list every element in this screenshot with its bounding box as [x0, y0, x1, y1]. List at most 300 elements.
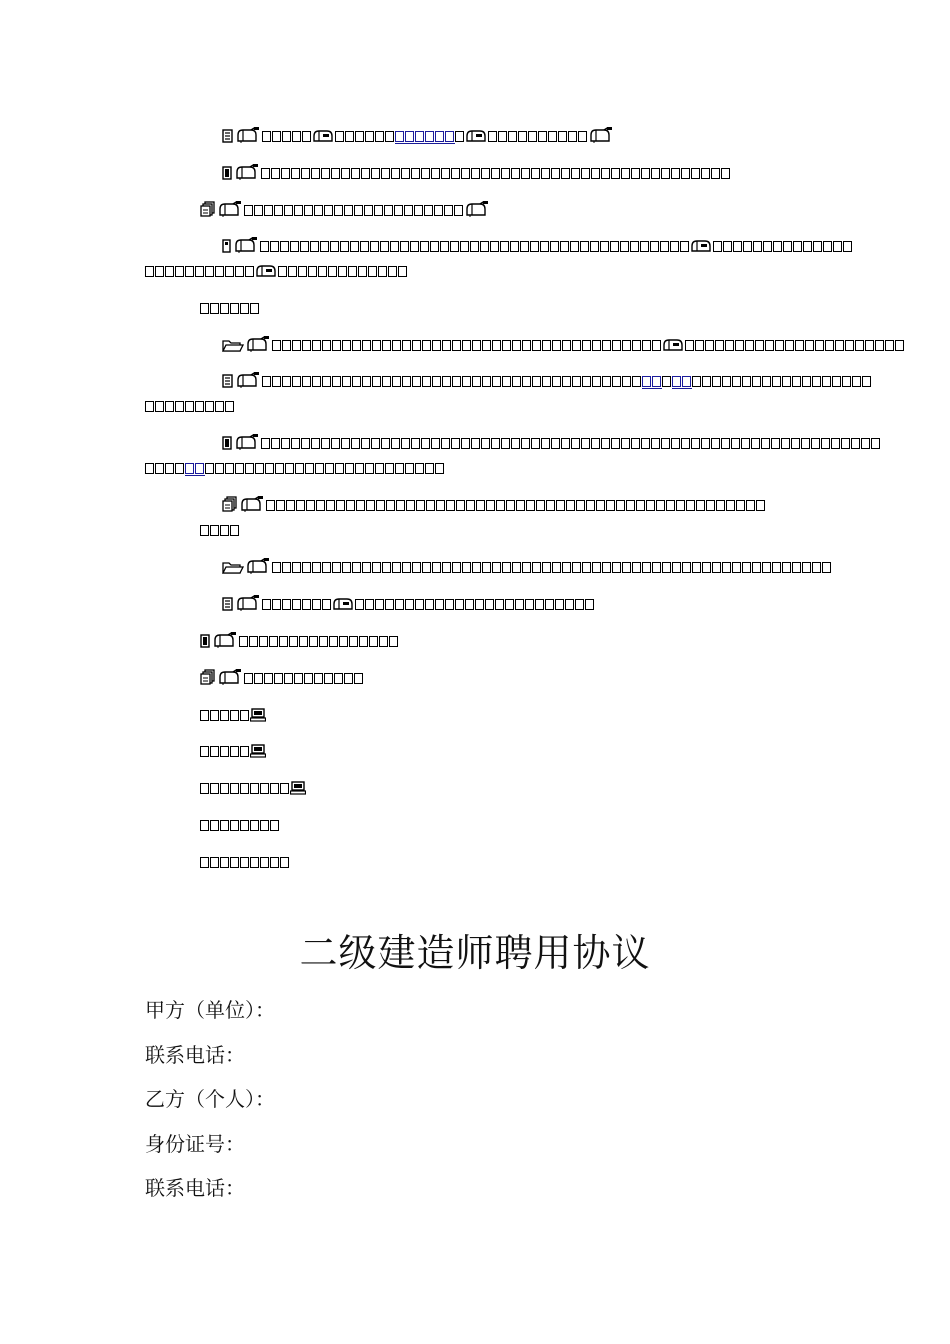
mailbox-closed-icon — [255, 264, 277, 278]
missing-glyph-box — [441, 438, 450, 449]
garbled-line — [222, 164, 731, 182]
doc-list-icon — [222, 166, 233, 180]
missing-glyph-box — [220, 857, 229, 868]
missing-glyph-box — [312, 340, 321, 351]
missing-glyph-box — [332, 340, 341, 351]
missing-glyph-box — [415, 131, 424, 142]
missing-glyph-box — [269, 636, 278, 647]
missing-glyph-box — [815, 340, 824, 351]
missing-glyph-box — [271, 438, 280, 449]
missing-glyph-box — [692, 376, 701, 387]
missing-glyph-box — [351, 168, 360, 179]
missing-glyph-box — [532, 376, 541, 387]
hyperlink[interactable] — [395, 129, 455, 144]
missing-glyph-box — [612, 340, 621, 351]
missing-glyph-box — [701, 438, 710, 449]
missing-glyph-box — [420, 241, 429, 252]
missing-glyph-box — [661, 168, 670, 179]
missing-glyph-box — [415, 463, 424, 474]
missing-glyph-box — [220, 710, 229, 721]
missing-glyph-box — [165, 266, 174, 277]
missing-glyph-box — [292, 376, 301, 387]
missing-glyph-box — [262, 131, 271, 142]
missing-glyph-box — [352, 376, 361, 387]
missing-glyph-box — [220, 303, 229, 314]
missing-glyph-box — [365, 463, 374, 474]
missing-glyph-box — [260, 857, 269, 868]
missing-glyph-box — [342, 340, 351, 351]
missing-glyph-box — [279, 636, 288, 647]
mailbox-open-icon — [245, 336, 271, 352]
missing-glyph-box — [620, 241, 629, 252]
missing-glyph-box — [240, 857, 249, 868]
missing-glyph-box — [485, 599, 494, 610]
missing-glyph-box — [359, 636, 368, 647]
missing-glyph-box — [572, 340, 581, 351]
missing-glyph-box — [596, 500, 605, 511]
missing-glyph-box — [302, 376, 311, 387]
missing-glyph-box — [775, 340, 784, 351]
hyperlink[interactable] — [185, 461, 205, 476]
missing-glyph-box — [230, 746, 239, 757]
garbled-line — [200, 779, 307, 797]
missing-glyph-box — [235, 463, 244, 474]
missing-glyph-box — [501, 438, 510, 449]
missing-glyph-box — [310, 241, 319, 252]
missing-glyph-box — [802, 376, 811, 387]
party-a-phone-field: 联系电话： — [145, 1043, 245, 1067]
missing-glyph-box — [735, 340, 744, 351]
missing-glyph-box — [372, 562, 381, 573]
garbled-line — [145, 459, 445, 477]
missing-glyph-box — [349, 636, 358, 647]
missing-glyph-box — [572, 376, 581, 387]
missing-glyph-box — [265, 463, 274, 474]
missing-glyph-box — [250, 303, 259, 314]
missing-glyph-box — [280, 857, 289, 868]
missing-glyph-box — [200, 303, 209, 314]
missing-glyph-box — [336, 500, 345, 511]
garbled-line — [222, 336, 905, 354]
missing-glyph-box — [309, 636, 318, 647]
missing-glyph-box — [195, 401, 204, 412]
missing-glyph-box — [616, 500, 625, 511]
missing-glyph-box — [355, 463, 364, 474]
missing-glyph-box — [472, 340, 481, 351]
missing-glyph-box — [322, 340, 331, 351]
missing-glyph-box — [286, 500, 295, 511]
missing-glyph-box — [500, 241, 509, 252]
missing-glyph-box — [512, 562, 521, 573]
missing-glyph-box — [210, 710, 219, 721]
missing-glyph-box — [425, 599, 434, 610]
missing-glyph-box — [415, 599, 424, 610]
missing-glyph-box — [571, 438, 580, 449]
missing-glyph-box — [441, 168, 450, 179]
missing-glyph-box — [451, 438, 460, 449]
missing-glyph-box — [536, 500, 545, 511]
missing-glyph-box — [782, 562, 791, 573]
missing-glyph-box — [773, 241, 782, 252]
missing-glyph-box — [355, 599, 364, 610]
missing-glyph-box — [771, 438, 780, 449]
missing-glyph-box — [341, 168, 350, 179]
mailbox-open-icon — [235, 372, 261, 388]
missing-glyph-box — [294, 673, 303, 684]
missing-glyph-box — [282, 340, 291, 351]
missing-glyph-box — [372, 376, 381, 387]
document-title: 二级建造师聘用协议 — [299, 931, 651, 975]
missing-glyph-box — [743, 241, 752, 252]
missing-glyph-box — [791, 438, 800, 449]
missing-glyph-box — [376, 500, 385, 511]
missing-glyph-box — [531, 168, 540, 179]
missing-glyph-box — [390, 241, 399, 252]
missing-glyph-box — [316, 500, 325, 511]
missing-glyph-box — [652, 340, 661, 351]
missing-glyph-box — [432, 376, 441, 387]
missing-glyph-box — [752, 376, 761, 387]
missing-glyph-box — [482, 376, 491, 387]
missing-glyph-box — [528, 131, 537, 142]
missing-glyph-box — [354, 205, 363, 216]
missing-glyph-box — [662, 562, 671, 573]
missing-glyph-box — [542, 340, 551, 351]
mailbox-open-icon — [234, 164, 260, 180]
missing-glyph-box — [582, 562, 591, 573]
missing-glyph-box — [360, 241, 369, 252]
missing-glyph-box — [640, 241, 649, 252]
doc-list-icon — [200, 634, 211, 648]
doc-stack-icon — [222, 496, 238, 512]
missing-glyph-box — [451, 168, 460, 179]
missing-glyph-box — [701, 168, 710, 179]
missing-glyph-box — [488, 131, 497, 142]
missing-glyph-box — [378, 266, 387, 277]
missing-glyph-box — [632, 376, 641, 387]
missing-glyph-box — [421, 438, 430, 449]
missing-glyph-box — [411, 438, 420, 449]
mailbox-closed-icon — [332, 597, 354, 611]
missing-glyph-box — [266, 500, 275, 511]
missing-glyph-box — [650, 241, 659, 252]
missing-glyph-box — [396, 500, 405, 511]
missing-glyph-box — [240, 746, 249, 757]
missing-glyph-box — [215, 401, 224, 412]
missing-glyph-box — [686, 500, 695, 511]
mailbox-open-icon — [245, 558, 271, 574]
missing-glyph-box — [432, 562, 441, 573]
missing-glyph-box — [262, 599, 271, 610]
missing-glyph-box — [661, 438, 670, 449]
missing-glyph-box — [875, 340, 884, 351]
missing-glyph-box — [220, 525, 229, 536]
missing-glyph-box — [324, 673, 333, 684]
missing-glyph-box — [456, 500, 465, 511]
missing-glyph-box — [302, 599, 311, 610]
missing-glyph-box — [742, 562, 751, 573]
missing-glyph-box — [260, 783, 269, 794]
missing-glyph-box — [742, 376, 751, 387]
missing-glyph-box — [284, 673, 293, 684]
missing-glyph-box — [389, 636, 398, 647]
missing-glyph-box — [430, 241, 439, 252]
missing-glyph-box — [245, 463, 254, 474]
missing-glyph-box — [495, 599, 504, 610]
missing-glyph-box — [706, 500, 715, 511]
missing-glyph-box — [240, 820, 249, 831]
missing-glyph-box — [680, 241, 689, 252]
missing-glyph-box — [885, 340, 894, 351]
missing-glyph-box — [245, 266, 254, 277]
missing-glyph-box — [515, 599, 524, 610]
missing-glyph-box — [322, 562, 331, 573]
missing-glyph-box — [476, 500, 485, 511]
doc-stack-icon — [200, 669, 216, 685]
missing-glyph-box — [475, 599, 484, 610]
missing-glyph-box — [842, 376, 851, 387]
missing-glyph-box — [299, 636, 308, 647]
missing-glyph-box — [435, 463, 444, 474]
mailbox-open-icon — [217, 201, 243, 217]
missing-glyph-box — [446, 500, 455, 511]
missing-glyph-box — [481, 168, 490, 179]
missing-glyph-box — [753, 241, 762, 252]
missing-glyph-box — [865, 340, 874, 351]
missing-glyph-box — [562, 562, 571, 573]
missing-glyph-box — [165, 463, 174, 474]
missing-glyph-box — [601, 168, 610, 179]
missing-glyph-box — [516, 500, 525, 511]
missing-glyph-box — [321, 438, 330, 449]
missing-glyph-box — [282, 562, 291, 573]
mailbox-open-icon — [464, 201, 490, 217]
missing-glyph-box — [395, 599, 404, 610]
missing-glyph-box — [641, 168, 650, 179]
missing-glyph-box — [450, 241, 459, 252]
missing-glyph-box — [205, 463, 214, 474]
missing-glyph-box — [436, 500, 445, 511]
missing-glyph-box — [274, 205, 283, 216]
missing-glyph-box — [312, 562, 321, 573]
missing-glyph-box — [512, 376, 521, 387]
missing-glyph-box — [304, 205, 313, 216]
missing-glyph-box — [215, 266, 224, 277]
party-b-field: 乙方（个人）： — [145, 1087, 275, 1111]
missing-glyph-box — [255, 463, 264, 474]
missing-glyph-box — [314, 205, 323, 216]
missing-glyph-box — [225, 266, 234, 277]
missing-glyph-box — [435, 131, 444, 142]
missing-glyph-box — [319, 636, 328, 647]
missing-glyph-box — [581, 438, 590, 449]
missing-glyph-box — [391, 438, 400, 449]
missing-glyph-box — [542, 562, 551, 573]
missing-glyph-box — [382, 562, 391, 573]
missing-glyph-box — [855, 340, 864, 351]
missing-glyph-box — [272, 340, 281, 351]
missing-glyph-box — [841, 438, 850, 449]
missing-glyph-box — [400, 241, 409, 252]
missing-glyph-box — [200, 746, 209, 757]
missing-glyph-box — [541, 438, 550, 449]
garbled-line — [200, 816, 280, 834]
missing-glyph-box — [721, 438, 730, 449]
missing-glyph-box — [260, 241, 269, 252]
missing-glyph-box — [762, 562, 771, 573]
missing-glyph-box — [518, 131, 527, 142]
missing-glyph-box — [422, 562, 431, 573]
missing-glyph-box — [405, 131, 414, 142]
garbled-line — [200, 742, 267, 760]
missing-glyph-box — [502, 340, 511, 351]
missing-glyph-box — [200, 525, 209, 536]
missing-glyph-box — [342, 376, 351, 387]
missing-glyph-box — [496, 500, 505, 511]
missing-glyph-box — [792, 562, 801, 573]
missing-glyph-box — [540, 241, 549, 252]
missing-glyph-box — [281, 438, 290, 449]
missing-glyph-box — [571, 168, 580, 179]
missing-glyph-box — [392, 340, 401, 351]
hyperlink[interactable] — [672, 374, 692, 389]
missing-glyph-box — [342, 562, 351, 573]
missing-glyph-box — [324, 205, 333, 216]
missing-glyph-box — [195, 266, 204, 277]
missing-glyph-box — [362, 562, 371, 573]
missing-glyph-box — [270, 820, 279, 831]
missing-glyph-box — [666, 500, 675, 511]
missing-glyph-box — [225, 463, 234, 474]
missing-glyph-box — [318, 266, 327, 277]
missing-glyph-box — [562, 376, 571, 387]
missing-glyph-box — [250, 783, 259, 794]
garbled-line — [222, 237, 853, 255]
missing-glyph-box — [444, 205, 453, 216]
missing-glyph-box — [312, 376, 321, 387]
missing-glyph-box — [270, 783, 279, 794]
missing-glyph-box — [751, 438, 760, 449]
missing-glyph-box — [755, 340, 764, 351]
missing-glyph-box — [480, 241, 489, 252]
missing-glyph-box — [331, 438, 340, 449]
mailbox-closed-icon — [662, 338, 684, 352]
missing-glyph-box — [813, 241, 822, 252]
missing-glyph-box — [332, 562, 341, 573]
missing-glyph-box — [505, 599, 514, 610]
computer-icon — [290, 781, 306, 795]
missing-glyph-box — [272, 562, 281, 573]
missing-glyph-box — [280, 783, 289, 794]
missing-glyph-box — [721, 168, 730, 179]
missing-glyph-box — [531, 438, 540, 449]
missing-glyph-box — [289, 636, 298, 647]
missing-glyph-box — [761, 438, 770, 449]
missing-glyph-box — [302, 340, 311, 351]
missing-glyph-box — [606, 500, 615, 511]
missing-glyph-box — [200, 710, 209, 721]
missing-glyph-box — [239, 636, 248, 647]
missing-glyph-box — [356, 500, 365, 511]
missing-glyph-box — [362, 376, 371, 387]
missing-glyph-box — [322, 599, 331, 610]
missing-glyph-box — [632, 340, 641, 351]
missing-glyph-box — [470, 241, 479, 252]
missing-glyph-box — [435, 599, 444, 610]
mailbox-open-icon — [235, 595, 261, 611]
missing-glyph-box — [332, 376, 341, 387]
missing-glyph-box — [812, 562, 821, 573]
missing-glyph-box — [155, 463, 164, 474]
mailbox-open-icon — [212, 632, 238, 648]
missing-glyph-box — [348, 266, 357, 277]
missing-glyph-box — [558, 131, 567, 142]
missing-glyph-box — [462, 340, 471, 351]
missing-glyph-box — [175, 463, 184, 474]
missing-glyph-box — [631, 168, 640, 179]
missing-glyph-box — [361, 438, 370, 449]
missing-glyph-box — [384, 205, 393, 216]
missing-glyph-box — [711, 438, 720, 449]
missing-glyph-box — [581, 168, 590, 179]
missing-glyph-box — [472, 562, 481, 573]
missing-glyph-box — [185, 463, 194, 474]
missing-glyph-box — [895, 340, 904, 351]
missing-glyph-box — [261, 168, 270, 179]
missing-glyph-box — [372, 340, 381, 351]
missing-glyph-box — [656, 500, 665, 511]
garbled-line — [200, 299, 260, 317]
missing-glyph-box — [398, 266, 407, 277]
missing-glyph-box — [305, 463, 314, 474]
missing-glyph-box — [205, 401, 214, 412]
missing-glyph-box — [736, 500, 745, 511]
missing-glyph-box — [491, 438, 500, 449]
doc-lines-icon — [222, 597, 234, 611]
hyperlink[interactable] — [642, 374, 662, 389]
missing-glyph-box — [592, 562, 601, 573]
mailbox-open-icon — [234, 434, 260, 450]
missing-glyph-box — [392, 562, 401, 573]
missing-glyph-box — [272, 599, 281, 610]
missing-glyph-box — [512, 340, 521, 351]
missing-glyph-box — [300, 241, 309, 252]
missing-glyph-box — [676, 500, 685, 511]
computer-icon — [250, 708, 266, 722]
folder-icon — [222, 338, 244, 352]
missing-glyph-box — [521, 438, 530, 449]
missing-glyph-box — [461, 168, 470, 179]
missing-glyph-box — [290, 241, 299, 252]
missing-glyph-box — [344, 205, 353, 216]
mailbox-open-icon — [235, 127, 261, 143]
missing-glyph-box — [274, 673, 283, 684]
doc-list-icon — [222, 436, 233, 450]
missing-glyph-box — [205, 266, 214, 277]
missing-glyph-box — [264, 205, 273, 216]
garbled-line — [200, 853, 290, 871]
missing-glyph-box — [582, 376, 591, 387]
missing-glyph-box — [630, 241, 639, 252]
missing-glyph-box — [261, 438, 270, 449]
missing-glyph-box — [185, 401, 194, 412]
missing-glyph-box — [392, 376, 401, 387]
missing-glyph-box — [210, 525, 219, 536]
missing-glyph-box — [525, 599, 534, 610]
missing-glyph-box — [414, 205, 423, 216]
missing-glyph-box — [681, 168, 690, 179]
missing-glyph-box — [371, 168, 380, 179]
